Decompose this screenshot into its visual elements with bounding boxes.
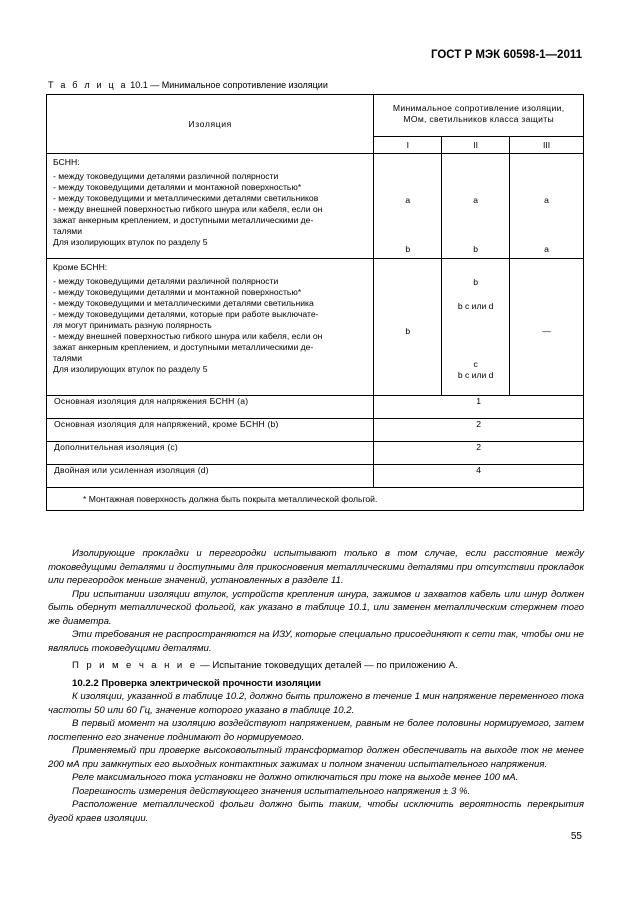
section-bsnn-line: зажат анкерным креплением, и доступными металлическими де- bbox=[53, 215, 314, 225]
value-cell: b с или d bbox=[457, 370, 494, 380]
section-non-bsnn-class3 bbox=[510, 259, 584, 396]
value-cell: b bbox=[473, 277, 479, 287]
subheading: 10.2.2 Проверка электрической прочности изоляции bbox=[72, 677, 321, 689]
section-bsnn-class2 bbox=[442, 154, 510, 259]
value-cell: b bbox=[473, 244, 479, 254]
value-cell: a bbox=[405, 195, 411, 205]
header-resistance-line1: Минимальное сопротивление изоляции, bbox=[392, 103, 565, 113]
value-cell: a bbox=[473, 195, 479, 205]
section-non-bsnn-line: - между токоведущими деталями различной полярности bbox=[53, 276, 279, 286]
paragraph: Погрешность измерения действующего значения испытательного напряжения ± 3 %. bbox=[72, 785, 471, 797]
header-class-1: I bbox=[374, 137, 442, 154]
paragraph: Расположение металлической фольги должно быть таким, чтобы исключить вероятность перекрытия дугой краев изоляции. bbox=[48, 799, 584, 824]
section-bsnn-class1 bbox=[374, 154, 442, 259]
section-bsnn-line: - между токоведущими деталями и монтажной поверхностью* bbox=[53, 182, 302, 192]
section-non-bsnn-line: зажат анкерным креплением, и доступными металлическими де- bbox=[53, 342, 314, 352]
row-value: 1 bbox=[374, 396, 584, 419]
section-non-bsnn bbox=[47, 259, 374, 396]
note-text: — Испытание токоведущих деталей — по приложению А. bbox=[197, 660, 458, 671]
value-cell: a bbox=[544, 195, 549, 205]
insulation-resistance-table bbox=[46, 94, 584, 511]
section-bsnn-title: БСНН: bbox=[53, 157, 80, 167]
section-non-bsnn-class2 bbox=[442, 259, 510, 396]
section-non-bsnn-line: талями bbox=[53, 353, 82, 363]
row-label: Дополнительная изоляция (c) bbox=[47, 442, 374, 465]
section-bsnn-line: талями bbox=[53, 226, 82, 236]
section-non-bsnn-class1 bbox=[374, 259, 442, 396]
note-prefix: П р и м е ч а н и е bbox=[72, 660, 198, 671]
header-resistance-line2: МОм, светильников класса защиты bbox=[403, 114, 554, 124]
value-cell: b bbox=[405, 326, 411, 336]
section-bsnn-line: Для изолирующих втулок по разделу 5 bbox=[53, 237, 208, 247]
section-non-bsnn-line: - между токоведущими и металлическими деталями светильника bbox=[53, 298, 314, 308]
header-resistance bbox=[374, 95, 584, 137]
page-number: 55 bbox=[570, 831, 582, 842]
row-value: 4 bbox=[374, 465, 584, 488]
paragraph: В первый момент на изоляцию воздействуют напряжением, равным не более половины нормируемого, затем постепенно его значение поднимают до нормируемого. bbox=[48, 718, 584, 743]
section-non-bsnn-line: - между токоведущими деталями и монтажной поверхностью* bbox=[53, 287, 302, 297]
value-cell: — bbox=[542, 326, 551, 336]
section-non-bsnn-line: ля могут принимать разную полярность bbox=[53, 320, 212, 330]
paragraph: При испытании изоляции втулок, устройств крепления шнура, зажимов и захватов кабель или шнур должен быть обернут металлической фольгой, как указано в таблице 10.1, или заменен металлическим стержнем того же диаметра. bbox=[48, 588, 584, 627]
section-bsnn-line: - между токоведущими деталями различной полярности bbox=[53, 171, 279, 181]
paragraph: Изолирующие прокладки и перегородки испытывают только в том случае, если расстояние между токоведущими деталями и доступными для прикосновения металлическими деталями при отсутствии прокладок или перегородок меньше значений, установленных в разделе 11. bbox=[48, 548, 584, 586]
value-cell: c bbox=[473, 359, 478, 369]
section-non-bsnn-line: - между токоведущими деталями, которые при работе выключате- bbox=[53, 309, 319, 319]
section-non-bsnn-line: Для изолирующих втулок по разделу 5 bbox=[53, 364, 208, 374]
row-label: Основная изоляция для напряжения БСНН (a) bbox=[47, 396, 374, 419]
header-class-3: III bbox=[510, 137, 584, 154]
row-value: 2 bbox=[374, 419, 584, 442]
value-cell: b с или d bbox=[457, 301, 494, 311]
value-cell: b bbox=[405, 244, 411, 254]
row-label: Двойная или усиленная изоляция (d) bbox=[47, 465, 374, 488]
table-footnote: * Монтажная поверхность должна быть покрыта металлической фольгой. bbox=[47, 488, 584, 511]
note bbox=[48, 659, 584, 673]
header-class-2: II bbox=[442, 137, 510, 154]
document-header: ГОСТ Р МЭК 60598-1—2011 bbox=[430, 49, 582, 61]
value-cell: a bbox=[544, 244, 549, 254]
paragraph: Реле максимального тока установки не должно отключаться при токе на выходе менее 100 мА. bbox=[72, 772, 519, 783]
section-bsnn-line: - между внешней поверхностью гибкого шнура или кабеля, если он bbox=[53, 204, 323, 214]
table-caption bbox=[48, 80, 328, 90]
section-non-bsnn-title: Кроме БСНН: bbox=[53, 262, 108, 272]
row-label: Основная изоляция для напряжений, кроме БСНН (b) bbox=[47, 419, 374, 442]
body-text bbox=[48, 547, 584, 825]
header-insulation: Изоляция bbox=[47, 95, 374, 154]
section-bsnn-class3 bbox=[510, 154, 584, 259]
paragraph: Применяемый при проверке высоковольтный трансформатор должен обеспечивать на выходе ток не менее 200 мА при замкнутых его выходных контактных зажимах и полном значении испытательного напряжения. bbox=[48, 745, 584, 770]
paragraph: Эти требования не распространяются на ИЗУ, которые специально присоединяют к сети так, чтобы они не являлись токоведущими деталями. bbox=[48, 629, 584, 654]
section-bsnn bbox=[47, 154, 374, 259]
section-bsnn-line: - между токоведущими и металлическими деталями светильников bbox=[53, 193, 319, 203]
table-caption-text: 10.1 — Минимальное сопротивление изоляции bbox=[130, 80, 328, 90]
table-caption-prefix: Т а б л и ц а bbox=[48, 80, 128, 90]
paragraph: К изоляции, указанной в таблице 10.2, должно быть приложено в течение 1 мин напряжение переменного тока частоты 50 или 60 Гц, значение которого указано в таблице 10.2. bbox=[48, 691, 584, 716]
row-value: 2 bbox=[374, 442, 584, 465]
section-non-bsnn-line: - между внешней поверхностью гибкого шнура или кабеля, если он bbox=[53, 331, 323, 341]
